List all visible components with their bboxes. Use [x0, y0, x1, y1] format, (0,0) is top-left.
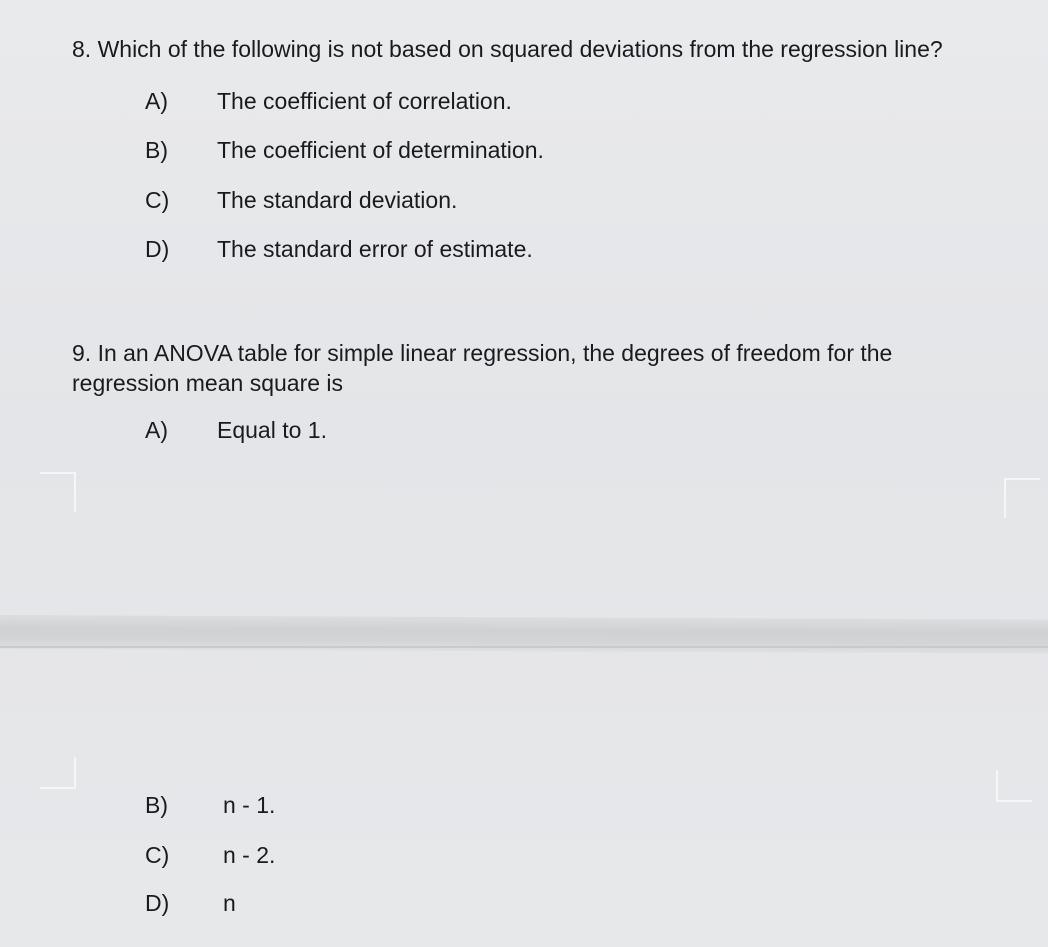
q8-option-b[interactable]	[145, 135, 544, 165]
option-letter: C)	[145, 187, 170, 213]
q9-option-a[interactable]	[145, 415, 327, 445]
option-text: Equal to 1.	[217, 417, 327, 443]
option-text: n	[223, 890, 236, 916]
question-9-text	[72, 338, 992, 398]
q8-option-c[interactable]	[145, 185, 457, 215]
question-8-text: 8. Which of the following is not based on squared deviations from the regression line?	[72, 36, 943, 62]
q8-option-d[interactable]	[145, 234, 533, 264]
answer-box-corner	[996, 770, 1032, 802]
option-text: The standard deviation.	[217, 187, 458, 213]
answer-box-corner	[40, 472, 76, 512]
option-letter: B)	[145, 137, 168, 163]
divider	[0, 646, 1048, 648]
option-text: The coefficient of correlation.	[217, 88, 512, 114]
question-9-line-2: regression mean square is	[72, 370, 344, 396]
option-letter: C)	[145, 842, 170, 868]
option-letter: A)	[145, 88, 168, 114]
q9-option-b[interactable]	[145, 790, 275, 820]
q9-option-c[interactable]	[145, 840, 275, 870]
q9-option-d[interactable]	[145, 888, 236, 918]
option-letter: D)	[145, 890, 170, 916]
option-letter: A)	[145, 417, 168, 443]
option-text: The standard error of estimate.	[217, 236, 533, 262]
option-letter: D)	[145, 236, 170, 262]
answer-box-corner	[1004, 478, 1040, 518]
option-letter: B)	[145, 792, 168, 818]
option-text: The coefficient of determination.	[217, 137, 544, 163]
answer-box-corner	[40, 757, 76, 789]
question-9-line-1: 9. In an ANOVA table for simple linear regression, the degrees of freedom for the	[72, 340, 893, 366]
option-text: n - 1.	[223, 792, 276, 818]
q8-option-a[interactable]	[145, 86, 512, 116]
option-text: n - 2.	[223, 842, 276, 868]
